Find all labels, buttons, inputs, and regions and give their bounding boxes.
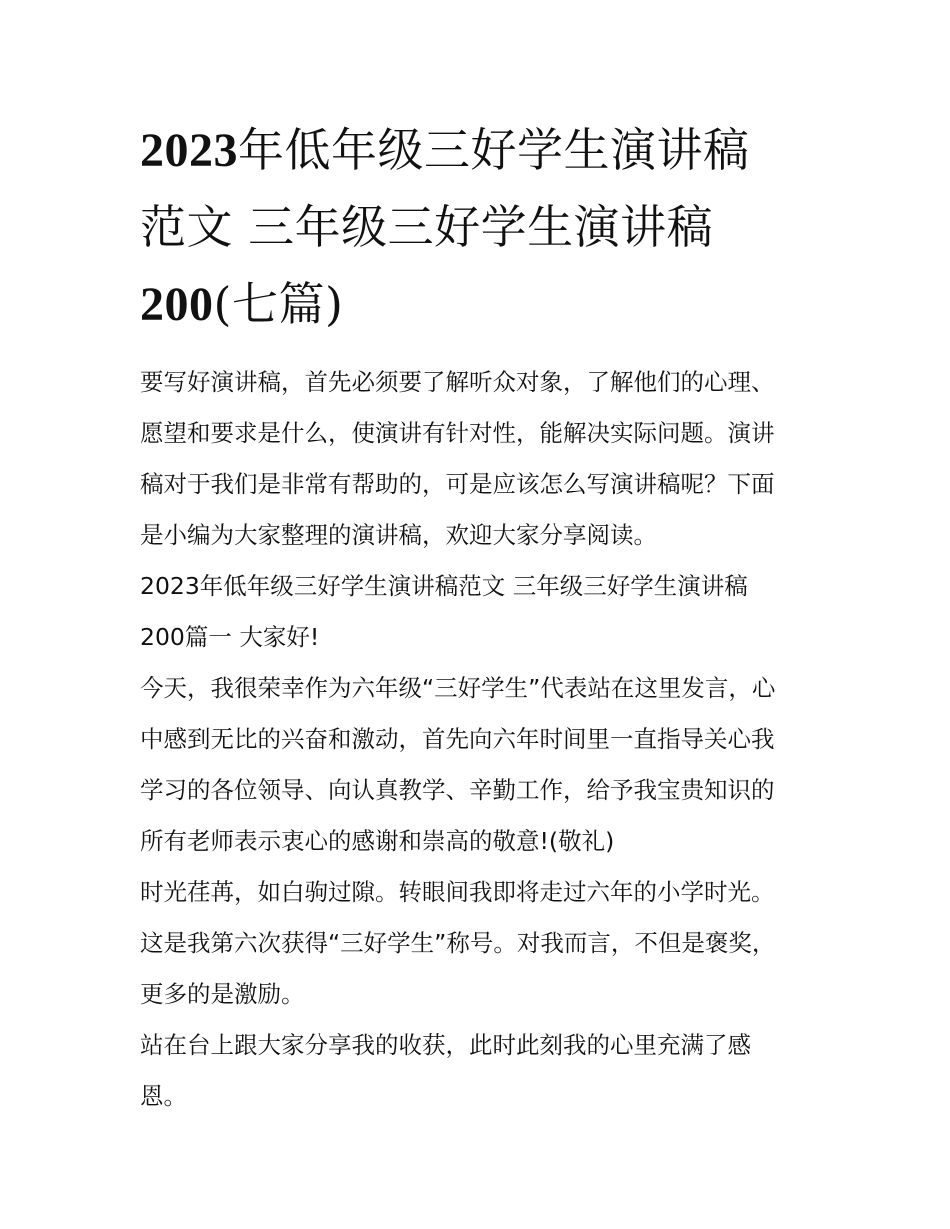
text-line: 愿望和要求是什么，使演讲有针对性，能解决实际问题。演讲 (140, 419, 775, 447)
text-line: 更多的是激励。 (140, 980, 305, 1008)
text-line: 时光荏苒，如白驹过隙。转眼间我即将走过六年的小学时光。 (140, 878, 775, 906)
title-line-3 (140, 266, 820, 343)
text-line: 站在台上跟大家分享我的收获，此时此刻我的心里充满了感 (140, 1031, 751, 1059)
text-line: 200篇一 大家好! (140, 623, 320, 651)
text-line: 恩。 (140, 1082, 187, 1110)
document-body (140, 357, 820, 1122)
text-line: 2023年低年级三好学生演讲稿范文 三年级三好学生演讲稿 (140, 572, 748, 600)
text-line: 是小编为大家整理的演讲稿，欢迎大家分享阅读。 (140, 521, 657, 549)
text-line: 中感到无比的兴奋和激动，首先向六年时间里一直指导关心我 (140, 725, 775, 753)
document-title (140, 112, 820, 343)
text-line: 要写好演讲稿，首先必须要了解听众对象，了解他们的心理、 (140, 368, 775, 396)
paragraph-section-heading (140, 561, 820, 663)
title-year: 2023 (140, 124, 238, 177)
paragraph-intro (140, 357, 820, 561)
title-line-1 (140, 112, 820, 189)
paragraph-thanks (140, 663, 820, 867)
text-line: 学习的各位领导、向认真教学、辛勤工作，给予我宝贵知识的 (140, 776, 775, 804)
title-line-3-text: (七篇) (213, 277, 344, 331)
text-line: 今天，我很荣幸作为六年级“三好学生”代表站在这里发言，心 (140, 674, 776, 702)
paragraph-gratitude (140, 1020, 820, 1122)
title-line-2: 范文 三年级三好学生演讲稿 (140, 200, 714, 254)
title-line-1-text: 年低年级三好学生演讲稿 (238, 123, 750, 177)
title-count: 200 (140, 278, 214, 331)
text-line: 这是我第六次获得“三好学生”称号。对我而言，不但是褒奖， (140, 929, 776, 957)
text-line: 所有老师表示衷心的感谢和崇高的敬意!(敬礼) (140, 827, 615, 855)
document-page (140, 112, 820, 1122)
paragraph-time (140, 867, 820, 1020)
text-line: 稿对于我们是非常有帮助的，可是应该怎么写演讲稿呢？下面 (140, 470, 775, 498)
